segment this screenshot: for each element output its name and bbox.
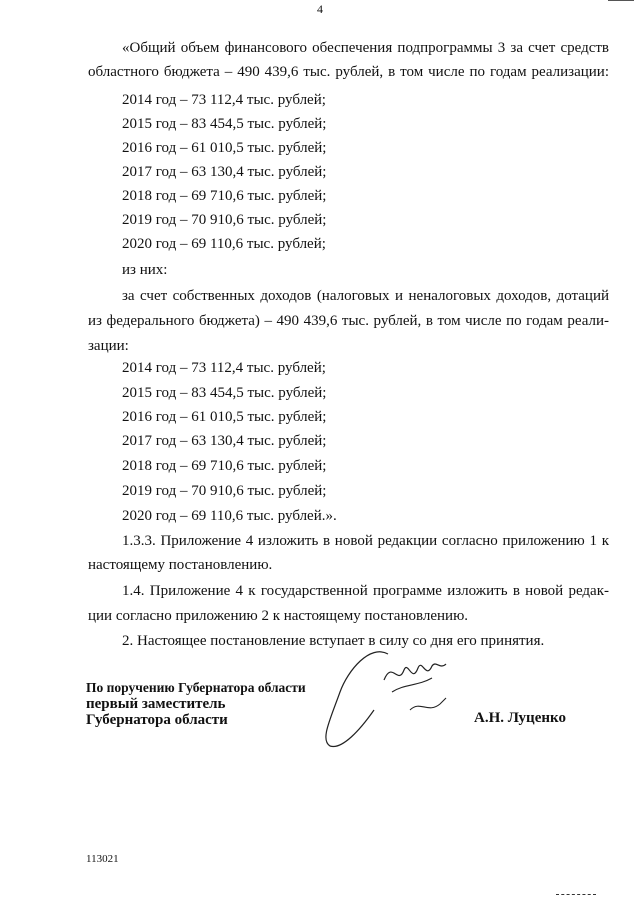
signatory-line: первый заместитель — [86, 696, 226, 712]
year-line: 2014 год – 73 112,4 тыс. рублей; — [122, 92, 326, 108]
paragraph-line: зации: — [88, 338, 129, 354]
year-line: 2020 год – 69 110,6 тыс. рублей.». — [122, 508, 337, 524]
clause-line: ции согласно приложению 2 к настоящему постановлению. — [88, 608, 469, 624]
paragraph-line: за счет собственных доходов (налоговых и неналоговых доходов, дотаций — [122, 288, 609, 304]
signatory-line: Губернатора области — [86, 712, 228, 728]
year-line: 2018 год – 69 710,6 тыс. рублей; — [122, 458, 327, 474]
year-line: 2020 год – 69 110,6 тыс. рублей; — [122, 236, 326, 252]
clause-line: настоящему постановлению. — [88, 557, 273, 573]
paragraph-line: из федерального бюджета) – 490 439,6 тыс. рублей, в том числе по годам реали- — [88, 313, 609, 329]
year-line: 2019 год – 70 910,6 тыс. рублей; — [122, 212, 327, 228]
year-line: 2018 год – 69 710,6 тыс. рублей; — [122, 188, 327, 204]
year-line: 2015 год – 83 454,5 тыс. рублей; — [122, 385, 327, 401]
clause-line: 1.4. Приложение 4 к государственной программе изложить в новой редак- — [122, 583, 609, 599]
signatory-line: По поручению Губернатора области — [86, 680, 306, 695]
clause-line: 2. Настоящее постановление вступает в силу со дня его принятия. — [122, 633, 545, 649]
year-line: 2015 год – 83 454,5 тыс. рублей; — [122, 116, 327, 132]
paragraph-line: областного бюджета – 490 439,6 тыс. рублей, в том числе по годам реализации: — [88, 64, 609, 80]
of-them-label: из них: — [122, 262, 168, 278]
year-line: 2017 год – 63 130,4 тыс. рублей; — [122, 164, 327, 180]
year-line: 2016 год – 61 010,5 тыс. рублей; — [122, 409, 327, 425]
page-number: 4 — [317, 2, 323, 16]
year-line: 2014 год – 73 112,4 тыс. рублей; — [122, 360, 326, 376]
year-line: 2016 год – 61 010,5 тыс. рублей; — [122, 140, 327, 156]
bottom-mark — [556, 894, 596, 897]
corner-mark — [608, 0, 634, 1]
paragraph-line: «Общий объем финансового обеспечения подпрограммы 3 за счет средств — [122, 40, 609, 56]
clause-line: 1.3.3. Приложение 4 изложить в новой редакции согласно приложению 1 к — [122, 533, 609, 549]
signatory-name: А.Н. Луценко — [474, 710, 566, 726]
year-line: 2017 год – 63 130,4 тыс. рублей; — [122, 433, 327, 449]
footer-code: 113021 — [86, 853, 119, 865]
year-line: 2019 год – 70 910,6 тыс. рублей; — [122, 483, 327, 499]
handwritten-signature — [300, 640, 460, 750]
